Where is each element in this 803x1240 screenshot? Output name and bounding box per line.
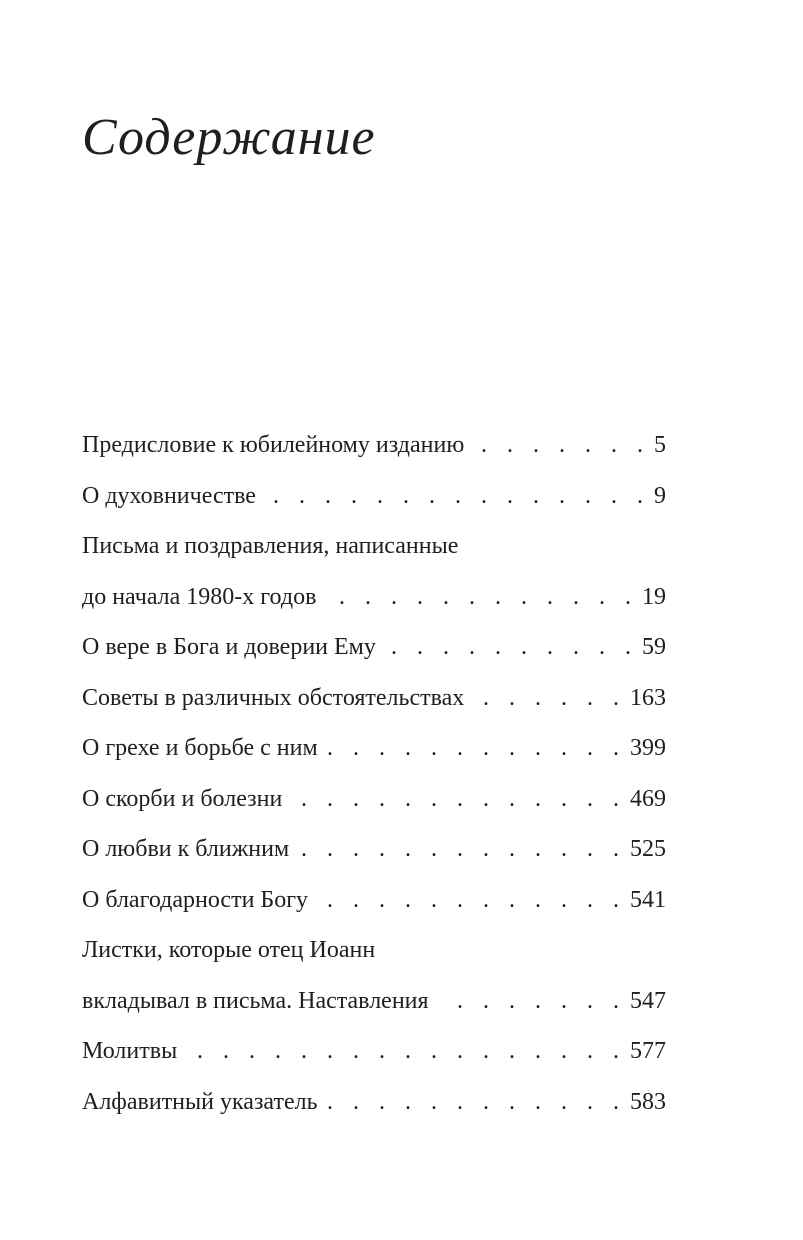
toc-entry-page: 577 xyxy=(630,1038,666,1065)
toc-entry-prayers xyxy=(82,1026,666,1077)
toc-dot-leader xyxy=(472,686,626,710)
toc-entry-title: О грехе и борьбе с ним xyxy=(82,735,318,762)
toc-entry-page: 163 xyxy=(630,684,666,711)
toc-entry-title: Советы в различных обстоятельствах xyxy=(82,684,465,711)
toc-entry-love xyxy=(82,824,666,875)
toc-dot-leader xyxy=(326,736,626,760)
toc-entry-preface xyxy=(82,420,666,471)
toc-dot-leader xyxy=(384,635,638,659)
toc-entry-title: О вере в Бога и доверии Ему xyxy=(82,634,376,661)
toc-entry-page: 19 xyxy=(642,583,666,610)
toc-entry-faith xyxy=(82,622,666,673)
toc-entry-page: 59 xyxy=(642,634,666,661)
toc-entry-spiritual-guidance xyxy=(82,471,666,522)
toc-entry-page: 9 xyxy=(654,482,666,509)
toc-entry-page: 5 xyxy=(654,432,666,459)
toc-dot-leader xyxy=(437,989,626,1013)
toc-entry-title: О благодарности Богу xyxy=(82,886,309,913)
toc-dot-leader xyxy=(264,484,650,508)
toc-entry-page: 547 xyxy=(630,987,666,1014)
toc-entry-title: вкладывал в письма. Наставления xyxy=(82,987,429,1014)
toc-dot-leader xyxy=(324,585,638,609)
toc-dot-leader xyxy=(316,888,626,912)
toc-entry-title: О духовничестве xyxy=(82,482,256,509)
toc-entry-title: до начала 1980-х годов xyxy=(82,583,317,610)
toc-entry-index xyxy=(82,1077,666,1128)
toc-entry-page: 399 xyxy=(630,735,666,762)
toc-entry-page: 583 xyxy=(630,1088,666,1115)
toc-entry-title: О скорби и болезни xyxy=(82,785,283,812)
toc-entry-page: 469 xyxy=(630,785,666,812)
toc-entry-title: Молитвы xyxy=(82,1038,178,1065)
toc-entry-gratitude xyxy=(82,875,666,926)
toc-entry-title: О любви к ближним xyxy=(82,836,290,863)
toc-entry-leaflets-line-1 xyxy=(82,925,666,976)
toc-entry-page: 525 xyxy=(630,836,666,863)
table-of-contents xyxy=(82,420,666,1127)
toc-entry-title: Предисловие к юбилейному изданию xyxy=(82,432,465,459)
toc-dot-leader xyxy=(297,837,626,861)
toc-entry-sin xyxy=(82,723,666,774)
toc-entry-page: 541 xyxy=(630,886,666,913)
toc-entry-title: Алфавитный указатель xyxy=(82,1088,318,1115)
toc-dot-leader xyxy=(326,1090,626,1114)
toc-entry-title: Письма и поздравления, написанные xyxy=(82,533,459,560)
toc-entry-leaflets-line-2 xyxy=(82,976,666,1027)
toc-dot-leader xyxy=(290,787,626,811)
toc-entry-title: Листки, которые отец Иоанн xyxy=(82,937,376,964)
toc-entry-advice xyxy=(82,673,666,724)
toc-entry-sorrow xyxy=(82,774,666,825)
toc-dot-leader xyxy=(472,433,650,457)
toc-dot-leader xyxy=(185,1039,626,1063)
toc-entry-letters-line-1 xyxy=(82,521,666,572)
toc-entry-letters-line-2 xyxy=(82,572,666,623)
page-title: Содержание xyxy=(82,109,376,166)
